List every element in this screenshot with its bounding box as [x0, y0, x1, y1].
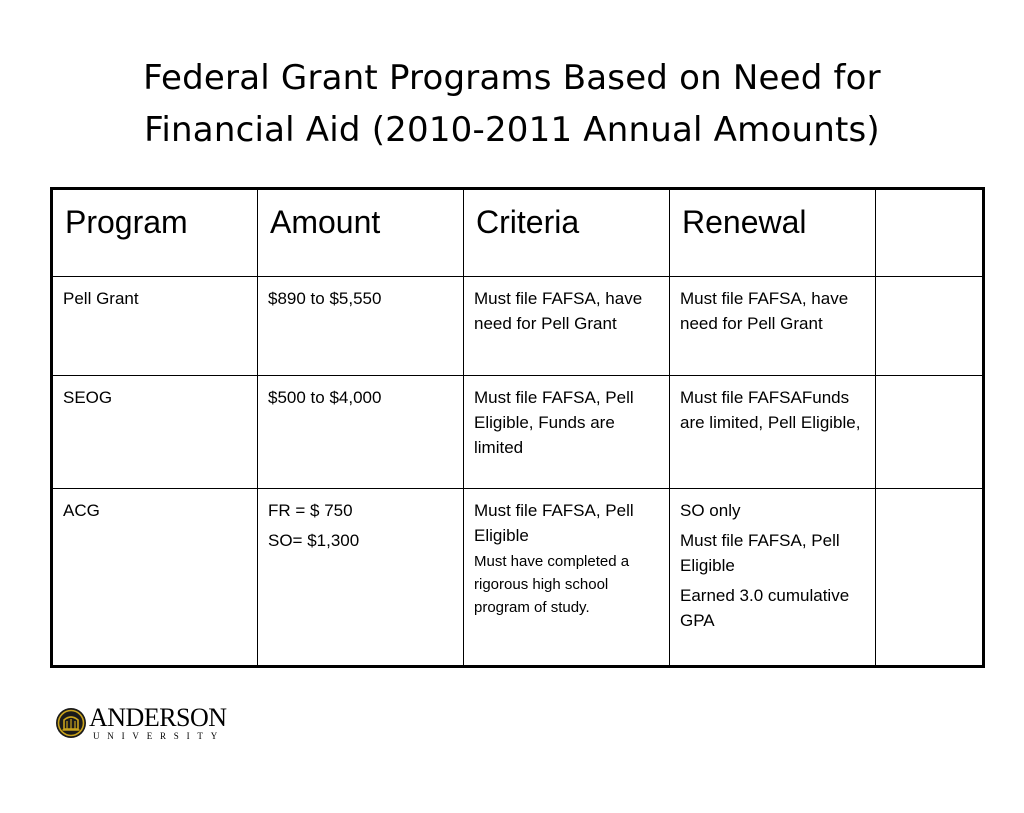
- renewal-line: Earned 3.0 cumulative GPA: [680, 586, 850, 630]
- amount-line: $500 to $4,000: [268, 388, 382, 407]
- table-row: [52, 489, 984, 667]
- header-renewal: Renewal: [670, 189, 876, 277]
- slide-title: [0, 52, 1024, 156]
- cell-renewal: [670, 376, 876, 489]
- cell-amount: [258, 376, 464, 489]
- cell-amount: [258, 277, 464, 376]
- criteria-note: Must have completed a rigorous high school program of study.: [474, 553, 630, 616]
- program-name: ACG: [63, 501, 100, 520]
- university-seal-icon: [55, 707, 87, 739]
- renewal-line: Must file FAFSAFunds are limited, Pell Eligible,: [680, 388, 861, 432]
- cell-renewal: [670, 489, 876, 667]
- cell-program: [52, 489, 258, 667]
- header-criteria: Criteria: [464, 189, 670, 277]
- renewal-line: Must file FAFSA, have need for Pell Grant: [680, 289, 849, 333]
- renewal-line: Must file FAFSA, Pell Eligible: [680, 531, 840, 575]
- criteria-line: Must file FAFSA, Pell Eligible, Funds are limited: [474, 388, 634, 457]
- amount-line: $890 to $5,550: [268, 289, 382, 308]
- amount-line: FR = $ 750: [268, 501, 353, 520]
- cell-program: [52, 277, 258, 376]
- header-blank: [876, 189, 984, 277]
- cell-renewal: [670, 277, 876, 376]
- cell-blank: [876, 489, 984, 667]
- cell-blank: [876, 277, 984, 376]
- program-name: Pell Grant: [63, 289, 139, 308]
- cell-criteria: [464, 489, 670, 667]
- logo-subtitle: UNIVERSITY: [93, 731, 225, 741]
- cell-criteria: [464, 277, 670, 376]
- grant-programs-table: [50, 187, 985, 668]
- table-row: [52, 376, 984, 489]
- criteria-line: Must file FAFSA, have need for Pell Grant: [474, 289, 643, 333]
- criteria-line: Must file FAFSA, Pell Eligible: [474, 501, 634, 545]
- title-line-2: Financial Aid (2010-2011 Annual Amounts): [144, 110, 880, 150]
- anderson-university-logo: [53, 703, 227, 747]
- amount-line: SO= $1,300: [268, 531, 360, 550]
- header-program: Program: [52, 189, 258, 277]
- table-row: [52, 277, 984, 376]
- cell-program: [52, 376, 258, 489]
- cell-criteria: [464, 376, 670, 489]
- cell-amount: [258, 489, 464, 667]
- logo-name: ANDERSON: [89, 703, 227, 732]
- program-name: SEOG: [63, 388, 113, 407]
- renewal-line: SO only: [680, 501, 741, 520]
- cell-blank: [876, 376, 984, 489]
- table-header-row: [52, 189, 984, 277]
- title-line-1: Federal Grant Programs Based on Need for: [143, 58, 881, 98]
- header-amount: Amount: [258, 189, 464, 277]
